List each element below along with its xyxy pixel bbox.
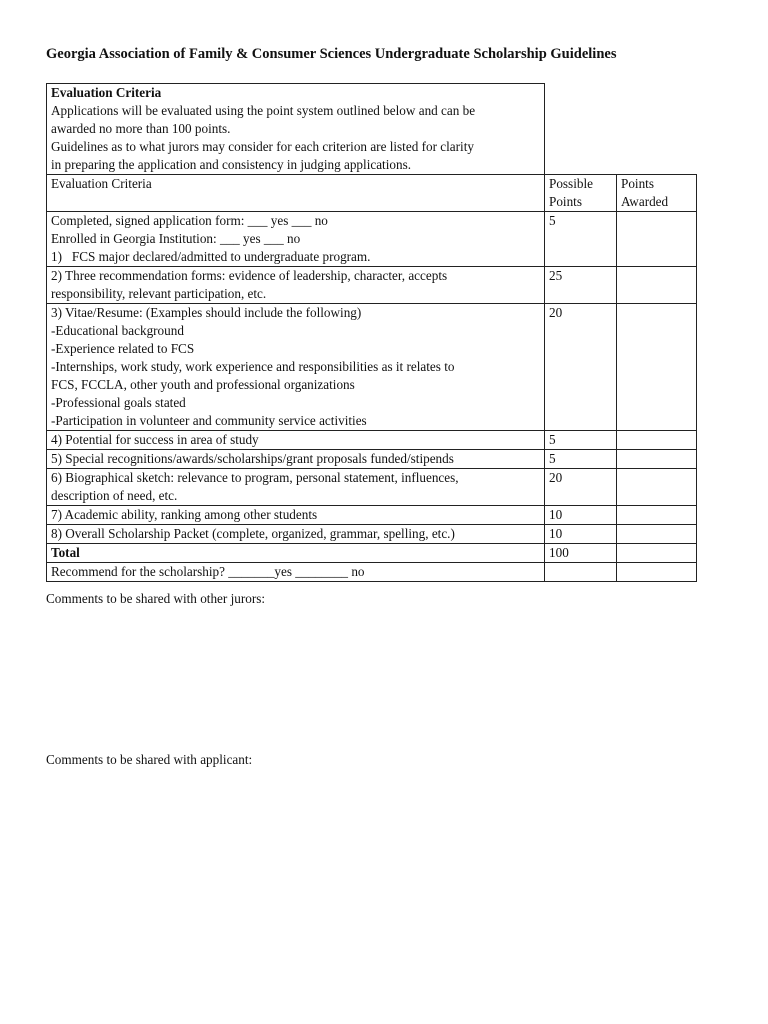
intro-line: Guidelines as to what jurors may consider for each criterion are listed for clarity [51, 139, 474, 154]
criteria-row [47, 267, 697, 304]
criteria-line: -Professional goals stated [51, 395, 186, 410]
header-points-awarded: Points Awarded [617, 175, 697, 212]
total-awarded-cell[interactable] [617, 544, 697, 563]
intro-row [47, 84, 697, 175]
points-awarded-cell[interactable] [617, 506, 697, 525]
criteria-line: 3) Vitae/Resume: (Examples should include the following) [51, 305, 362, 320]
criteria-text [47, 469, 545, 506]
possible-points: 5 [545, 212, 617, 267]
criteria-line: Enrolled in Georgia Institution: ___ yes ___ no [51, 231, 301, 246]
header-criteria: Evaluation Criteria [47, 175, 545, 212]
comments-jurors-label: Comments to be shared with other jurors: [46, 591, 266, 606]
header-row [47, 175, 697, 212]
criteria-line: 7) Academic ability, ranking among other students [51, 507, 318, 522]
comments-applicant-label: Comments to be shared with applicant: [46, 752, 253, 767]
possible-points: 10 [545, 506, 617, 525]
criteria-row [47, 304, 697, 431]
possible-points: 25 [545, 267, 617, 304]
criteria-line: -Educational background [51, 323, 184, 338]
criteria-line: -Experience related to FCS [51, 341, 195, 356]
criteria-text [47, 304, 545, 431]
possible-points: 20 [545, 469, 617, 506]
intro-line: in preparing the application and consistency in judging applications. [51, 157, 412, 172]
points-awarded-cell[interactable] [617, 450, 697, 469]
document-title: Georgia Association of Family & Consumer Sciences Undergraduate Scholarship Guidelines [46, 46, 617, 62]
criteria-text [47, 431, 545, 450]
criteria-line: 6) Biographical sketch: relevance to program, personal statement, influences, [51, 470, 459, 485]
criteria-text [47, 267, 545, 304]
criteria-row [47, 506, 697, 525]
criteria-text [47, 212, 545, 267]
points-awarded-cell[interactable] [617, 304, 697, 431]
intro-heading: Evaluation Criteria [51, 85, 162, 100]
points-awarded-cell[interactable] [617, 431, 697, 450]
criteria-line: -Internships, work study, work experience and responsibilities as it relates to [51, 359, 455, 374]
criteria-text [47, 525, 545, 544]
criteria-line: 2) Three recommendation forms: evidence of leadership, character, accepts [51, 268, 448, 283]
total-row [47, 544, 697, 563]
possible-points: 20 [545, 304, 617, 431]
recommend-points-cell [545, 563, 617, 582]
criteria-line: 1) FCS major declared/admitted to undergraduate program. [51, 249, 371, 264]
criteria-row [47, 212, 697, 267]
points-awarded-cell[interactable] [617, 469, 697, 506]
criteria-row [47, 525, 697, 544]
intro-line: awarded no more than 100 points. [51, 121, 231, 136]
intro-blank-cell [545, 84, 697, 175]
intro-line: Applications will be evaluated using the point system outlined below and can be [51, 103, 476, 118]
header-possible-points: Possible Points [545, 175, 617, 212]
total-label: Total [47, 544, 545, 563]
criteria-line: FCS, FCCLA, other youth and professional organizations [51, 377, 355, 392]
criteria-rows [47, 212, 697, 544]
points-awarded-cell[interactable] [617, 267, 697, 304]
possible-points: 5 [545, 450, 617, 469]
criteria-row [47, 450, 697, 469]
recommend-row [47, 563, 697, 582]
possible-points: 5 [545, 431, 617, 450]
criteria-line: Completed, signed application form: ___ yes ___ no [51, 213, 328, 228]
total-points: 100 [545, 544, 617, 563]
points-awarded-cell[interactable] [617, 212, 697, 267]
criteria-line: 5) Special recognitions/awards/scholarships/grant proposals funded/stipends [51, 451, 454, 466]
recommend-awarded-cell[interactable] [617, 563, 697, 582]
criteria-text [47, 506, 545, 525]
evaluation-table [46, 83, 697, 582]
criteria-line: 4) Potential for success in area of study [51, 432, 259, 447]
criteria-text [47, 450, 545, 469]
recommend-text: Recommend for the scholarship? _______yes ________ no [47, 563, 545, 582]
points-awarded-cell[interactable] [617, 525, 697, 544]
criteria-row [47, 469, 697, 506]
criteria-row [47, 431, 697, 450]
possible-points: 10 [545, 525, 617, 544]
criteria-line: responsibility, relevant participation, etc. [51, 286, 267, 301]
criteria-line: description of need, etc. [51, 488, 178, 503]
intro-cell [47, 84, 545, 175]
criteria-line: -Participation in volunteer and community service activities [51, 413, 367, 428]
criteria-line: 8) Overall Scholarship Packet (complete, organized, grammar, spelling, etc.) [51, 526, 455, 541]
